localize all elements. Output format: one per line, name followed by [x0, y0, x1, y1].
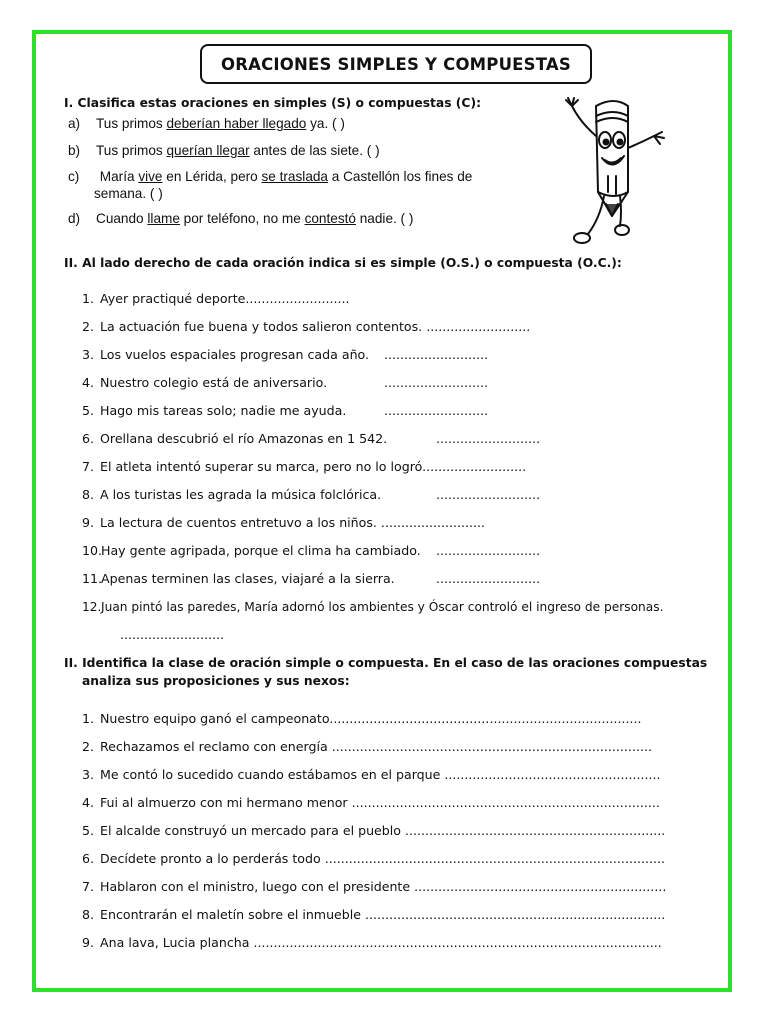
item-label: c) — [68, 169, 80, 184]
item-number: 2. — [82, 739, 95, 754]
item-text: Los vuelos espaciales progresan cada año. — [100, 347, 370, 362]
item-text: nadie. ( ) — [355, 211, 414, 226]
list-item — [82, 878, 666, 896]
answer-blank: .......................... — [384, 403, 489, 418]
sec1-item-b — [68, 142, 380, 159]
sec1-item-d — [68, 210, 413, 227]
section3-heading-line2: analiza sus proposiciones y sus nexos: — [82, 674, 350, 688]
list-item — [82, 374, 327, 392]
list-item — [82, 570, 395, 588]
item-text: El atleta intentó superar su marca, pero no lo logró.......................... — [100, 459, 527, 474]
item-text: Orellana descubrió el río Amazonas en 1 542. — [100, 431, 388, 446]
item-text: antes de las siete. ( ) — [249, 143, 380, 158]
sec1-item-c — [68, 168, 472, 185]
item-number: 11. — [82, 571, 103, 586]
underlined-verb: llame — [147, 211, 180, 226]
list-item — [82, 766, 661, 784]
list-item — [82, 290, 350, 308]
item-text: María — [96, 169, 139, 184]
item-text: Hay gente agripada, porque el clima ha cambiado. — [101, 543, 421, 558]
item-text: La lectura de cuentos entretuvo a los niños. .......................... — [100, 515, 486, 530]
item-text: Tus primos — [96, 143, 167, 158]
page-title — [200, 44, 592, 84]
item-number: 1. — [82, 291, 95, 306]
item-number: 3. — [82, 767, 95, 782]
item-number: 12. — [82, 600, 102, 614]
list-item — [82, 542, 421, 560]
item-text: La actuación fue buena y todos salieron contentos. .......................... — [100, 319, 531, 334]
item-label: d) — [68, 211, 81, 226]
item-number: 5. — [82, 823, 95, 838]
item-text: El alcalde construyó un mercado para el pueblo ................................................................. — [100, 823, 666, 838]
item-text: en Lérida, pero — [162, 169, 262, 184]
list-item — [82, 318, 530, 336]
item-text: Hablaron con el ministro, luego con el presidente ............................................................... — [100, 879, 667, 894]
list-item — [82, 514, 485, 532]
answer-blank: .......................... — [384, 375, 489, 390]
item-number: 10. — [82, 543, 103, 558]
list-item — [82, 598, 663, 616]
item-text: Decídete pronto a lo perderás todo ..................................................................................... — [100, 851, 665, 866]
item-number: 8. — [82, 487, 95, 502]
item-text: Nuestro colegio está de aniversario. — [100, 375, 328, 390]
answer-blank: .......................... — [384, 347, 489, 362]
item-number: 7. — [82, 879, 95, 894]
list-item — [82, 486, 381, 504]
item-text: ya. ( ) — [306, 116, 345, 131]
item-number: 4. — [82, 375, 95, 390]
item-number: 5. — [82, 403, 95, 418]
page-title-text: ORACIONES SIMPLES Y COMPUESTAS — [221, 54, 571, 74]
underlined-verb: querían llegar — [166, 143, 250, 158]
section2-heading: II. Al lado derecho de cada oración indica si es simple (O.S.) o compuesta (O.C.): — [64, 256, 622, 270]
list-item — [82, 906, 665, 924]
item-number: 6. — [82, 431, 95, 446]
item-text: Me contó lo sucedido cuando estábamos en el parque ...................................................... — [100, 767, 661, 782]
answer-blank: .......................... — [120, 627, 225, 642]
item-text: Ana lava, Lucia plancha ...................................................................................................... — [100, 935, 662, 950]
list-item — [82, 458, 526, 476]
item-label: a) — [68, 116, 81, 131]
underlined-verb: se traslada — [261, 169, 328, 184]
list-item — [82, 430, 387, 448]
item-text: Nuestro equipo ganó el campeonato.............................................................................. — [100, 711, 642, 726]
answer-blank: .......................... — [436, 487, 541, 502]
item-text: Apenas terminen las clases, viajaré a la sierra. — [101, 571, 395, 586]
item-text: Ayer practiqué deporte.......................... — [100, 291, 350, 306]
section1-heading: I. Clasifica estas oraciones en simples (S) o compuestas (C): — [64, 96, 481, 110]
sec1-item-a — [68, 115, 345, 132]
item-number: 7. — [82, 459, 95, 474]
section3-heading: II. Identifica la clase de oración simple o compuesta. En el caso de las oraciones compuestas — [64, 656, 708, 670]
item-text: Tus primos — [96, 116, 167, 131]
answer-blank: .......................... — [436, 431, 541, 446]
pencil-mascot-icon — [558, 92, 674, 248]
item-number: 8. — [82, 907, 95, 922]
item-text: Cuando — [96, 211, 148, 226]
item-number: 1. — [82, 711, 95, 726]
item-text: a Castellón los fines de — [328, 169, 473, 184]
list-item — [82, 822, 665, 840]
item-text: Hago mis tareas solo; nadie me ayuda. — [100, 403, 347, 418]
underlined-verb: contestó — [304, 211, 356, 226]
list-item — [82, 346, 369, 364]
item-number: 2. — [82, 319, 95, 334]
item-text: Fui al almuerzo con mi hermano menor ............................................................................. — [100, 795, 660, 810]
item-text: por teléfono, no me — [179, 211, 305, 226]
item-number: 9. — [82, 935, 95, 950]
list-item — [82, 850, 665, 868]
item-number: 9. — [82, 515, 95, 530]
list-item — [82, 710, 642, 728]
list-item — [82, 934, 662, 952]
item-text: A los turistas les agrada la música folclórica. — [100, 487, 382, 502]
list-item — [82, 794, 660, 812]
item-text: Encontrarán el maletín sobre el inmueble ........................................................................... — [100, 907, 666, 922]
item-label: b) — [68, 143, 81, 158]
answer-blank: .......................... — [436, 543, 541, 558]
item-number: 4. — [82, 795, 95, 810]
item-number: 3. — [82, 347, 95, 362]
answer-blank: .......................... — [436, 571, 541, 586]
item-number: 6. — [82, 851, 95, 866]
item-text: Rechazamos el reclamo con energía ................................................................................ — [100, 739, 652, 754]
underlined-verb: deberían haber llegado — [166, 116, 307, 131]
underlined-verb: vive — [138, 169, 163, 184]
list-item — [82, 402, 346, 420]
list-item — [82, 738, 652, 756]
sec1-item-c-line2: semana. ( ) — [94, 186, 163, 201]
item-text: Juan pintó las paredes, María adornó los ambientes y Óscar controló el ingreso de personas. — [101, 600, 664, 614]
